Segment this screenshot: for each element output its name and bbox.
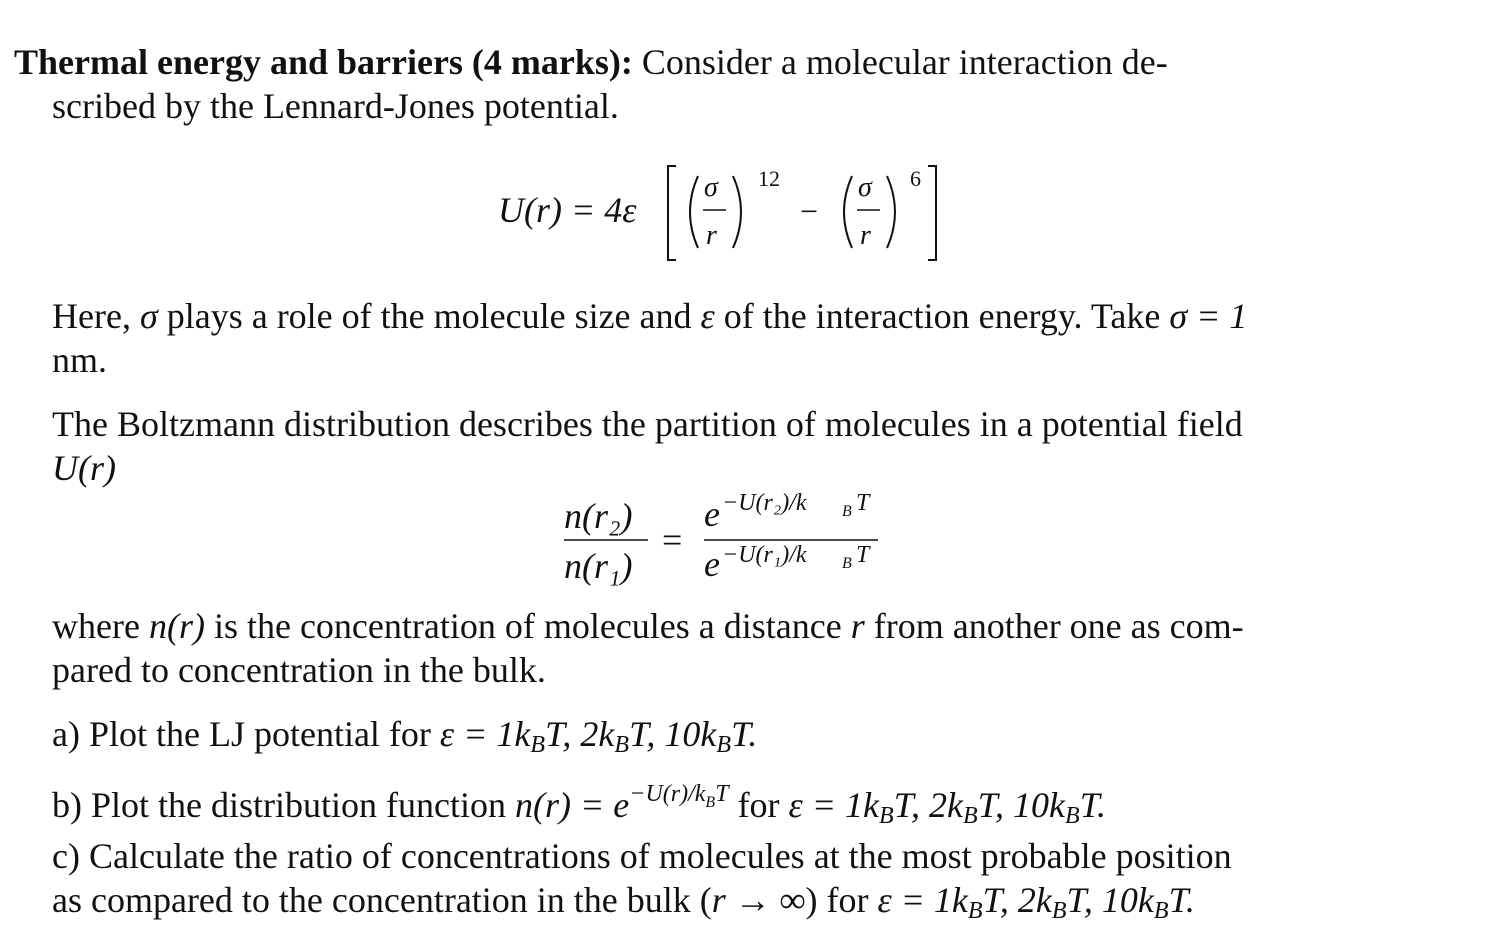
part-c-line-1 bbox=[52, 834, 1232, 878]
boltz-den-sub: B bbox=[842, 555, 852, 572]
part-c-limit: r → ∞ bbox=[711, 880, 806, 920]
part-b-exp-sub: B bbox=[705, 794, 716, 811]
part-b-exp: −U(r)/k bbox=[629, 781, 706, 807]
where-text-3: from another one as com- bbox=[864, 606, 1244, 646]
part-a-eps: ε = 1k bbox=[439, 714, 531, 754]
boltz-den-left: n(r₁) bbox=[564, 546, 633, 586]
part-c-t1: T, 2k bbox=[982, 880, 1052, 920]
boltz-num-exp: −U(r₂)/k bbox=[722, 490, 807, 516]
where-text-1: where bbox=[52, 606, 149, 646]
lj-exp-12: 12 bbox=[758, 166, 780, 191]
part-b-label: b) Plot the distribution function bbox=[52, 785, 515, 825]
part-a-sub-3: B bbox=[716, 732, 732, 758]
lj-frac-den-2: r bbox=[860, 220, 871, 251]
part-b-mid: for bbox=[728, 785, 789, 825]
part-c-t3: T. bbox=[1168, 880, 1195, 920]
part-c-sub-2: B bbox=[1051, 898, 1067, 924]
lj-minus: − bbox=[800, 193, 819, 229]
lj-frac-den-1: r bbox=[706, 220, 717, 251]
part-c-text-2: as compared to the concentration in the bulk ( bbox=[52, 880, 712, 920]
part-a-sub-1: B bbox=[530, 732, 546, 758]
boltz-num-base: e bbox=[704, 494, 720, 534]
boltzmann-text: The Boltzmann distribution describes the partition of molecules in a potential field bbox=[52, 404, 1243, 444]
part-b bbox=[52, 772, 1106, 838]
where-paragraph-line-1 bbox=[52, 604, 1244, 648]
part-a-t3: T. bbox=[731, 714, 758, 754]
lj-frac-num-1: σ bbox=[704, 172, 718, 203]
lj-exp-6: 6 bbox=[910, 166, 921, 191]
part-b-exp-T: T bbox=[715, 781, 729, 807]
boltz-den-T: T bbox=[856, 542, 870, 568]
part-b-sub-2: B bbox=[963, 803, 978, 829]
boltz-equals: = bbox=[662, 520, 683, 560]
boltz-num-left: n(r₂) bbox=[564, 496, 633, 536]
part-b-t1: T, 2k bbox=[893, 785, 964, 825]
lj-frac-num-2: σ bbox=[858, 172, 872, 203]
part-a-t1: T, 2k bbox=[545, 714, 615, 754]
where-text-2: is the concentration of molecules a distance bbox=[204, 606, 851, 646]
part-c-eps: ε = 1k bbox=[877, 880, 968, 920]
part-c-t2: T, 10k bbox=[1066, 880, 1154, 920]
where-text-4: pared to concentration in the bulk. bbox=[52, 650, 546, 690]
part-c-text-1: c) Calculate the ratio of concentrations of molecules at the most probable position bbox=[52, 836, 1232, 876]
intro-text-2: scribed by the Lennard-Jones potential. bbox=[52, 86, 619, 126]
part-b-t2: T, 10k bbox=[977, 785, 1066, 825]
part-a bbox=[52, 712, 757, 767]
part-b-sub-1: B bbox=[879, 803, 894, 829]
part-c-line-2 bbox=[52, 878, 1195, 933]
sigma-value: σ = 1 bbox=[1169, 296, 1248, 336]
part-a-t2: T, 10k bbox=[629, 714, 717, 754]
part-b-t3: T. bbox=[1079, 785, 1107, 825]
part-a-sub-2: B bbox=[614, 732, 630, 758]
problem-heading: Thermal energy and barriers (4 marks): bbox=[14, 42, 633, 82]
part-c-sub-1: B bbox=[967, 898, 983, 924]
part-b-eps: ε = 1k bbox=[788, 785, 880, 825]
where-n-of-r: n(r) bbox=[148, 606, 205, 646]
boltz-num-sub: B bbox=[842, 503, 852, 520]
boltz-num-T: T bbox=[856, 490, 870, 516]
where-r: r bbox=[850, 606, 865, 646]
part-c-sub-3: B bbox=[1153, 898, 1169, 924]
part-b-sub-3: B bbox=[1065, 803, 1080, 829]
epsilon-symbol: ε bbox=[700, 296, 715, 336]
sigma-text-3: of the interaction energy. Take bbox=[714, 296, 1170, 336]
sigma-unit: nm. bbox=[52, 340, 108, 380]
sigma-symbol: σ bbox=[139, 296, 158, 336]
part-b-fn: n(r) = e bbox=[514, 785, 630, 825]
sigma-text-1: Here, bbox=[52, 296, 140, 336]
boltzmann-potential: U(r) bbox=[52, 448, 116, 488]
part-a-label: a) Plot the LJ potential for bbox=[52, 714, 440, 754]
lj-lhs: U(r) = 4ε bbox=[498, 190, 637, 230]
where-paragraph-line-2 bbox=[52, 648, 546, 692]
boltz-den-base: e bbox=[704, 544, 720, 584]
part-c-text-3: ) for bbox=[805, 880, 878, 920]
sigma-text-2: plays a role of the molecule size and bbox=[157, 296, 701, 336]
intro-text-1: Consider a molecular interaction de- bbox=[641, 42, 1168, 82]
boltz-den-exp: −U(r₁)/k bbox=[722, 542, 807, 568]
